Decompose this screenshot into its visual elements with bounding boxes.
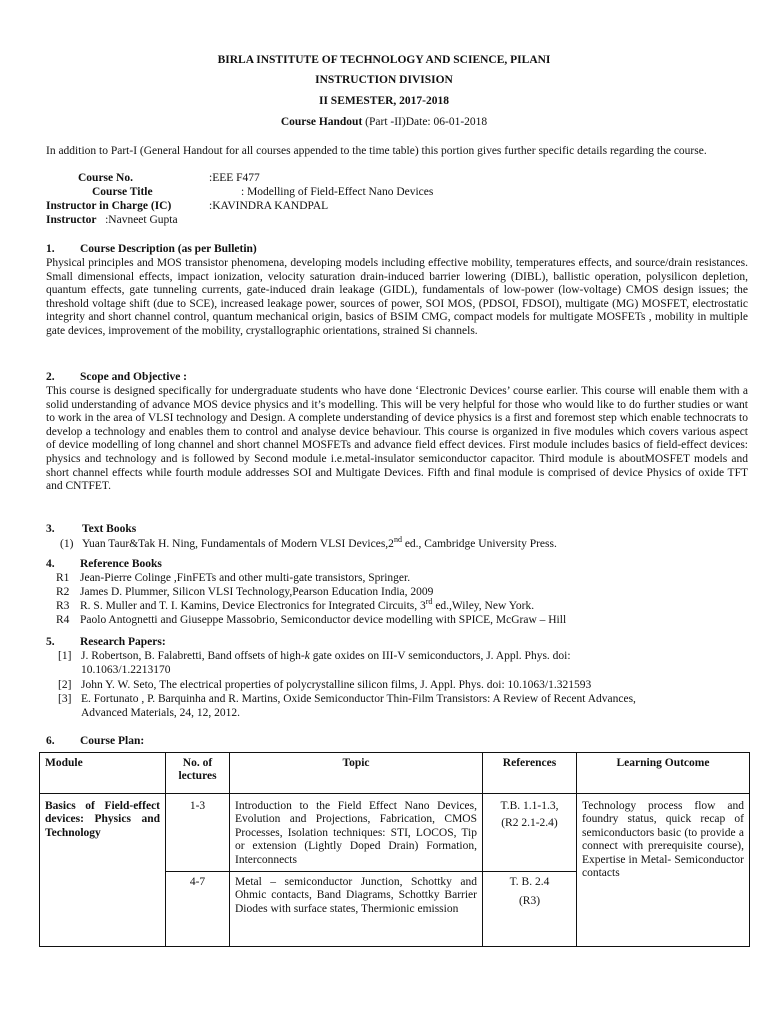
lectures-cell: 1-3 [166,794,230,872]
text-book-item [60,535,557,552]
instructor-row [46,214,178,228]
section-5-heading [46,636,166,650]
reference-book-item [56,614,566,628]
research-paper-tag: [1] [58,650,72,662]
reference-book-item [56,572,410,586]
division-title: INSTRUCTION DIVISION [315,74,453,86]
course-plan-table [39,752,750,947]
lectures-cell: 4-7 [166,872,230,947]
section-1-heading [46,243,257,257]
section-5-title: Research Papers: [80,636,166,648]
handout-part-date: (Part -II)Date: 06-01-2018 [362,116,488,128]
ic-row [46,200,171,214]
research-paper-doi: 10.1063/1.2213170 [81,664,171,676]
reference-line: T. B. 2.4 [509,876,550,889]
text-book-text-end: ed., Cambridge University Press. [401,538,557,550]
section-1-number: 1. [46,243,55,255]
reference-book-text: Paolo Antognetti and Giuseppe Massobrio, Semiconductor device modelling with SPICE, McGraw – Hill [80,614,567,626]
reference-line: (R3) [518,895,541,908]
reference-book-tag: R3 [56,600,70,612]
section-6-heading [46,735,144,749]
section-6-number: 6. [46,735,55,747]
section-1-title: Course Description (as per Bulletin) [80,243,257,255]
reference-book-item [56,597,535,614]
section-4-title: Reference Books [80,558,162,570]
course-no-label: Course No. [78,172,133,184]
text-book-text: Yuan Taur&Tak H. Ning, Fundamentals of Modern VLSI Devices,2 [82,538,394,550]
semester-title: II SEMESTER, 2017-2018 [318,95,450,107]
topic-cell: Metal – semiconductor Junction, Schottky and Ohmic contacts, Band Diagrams, Schottky Barrier Diodes with surface states, Thermionic emission [230,872,483,947]
ic-label: Instructor in Charge (IC) [46,200,172,212]
reference-line: T.B. 1.1-1.3, [500,800,559,812]
course-no-row [78,172,133,186]
section-3-number: 3. [46,523,55,535]
header-lectures: No. of lectures [166,753,230,794]
reference-line: (R2 2.1-2.4) [501,817,558,830]
reference-book-text: Jean-Pierre Colinge ,FinFETs and other multi-gate transistors, Springer. [80,572,411,584]
scope-objective-text: This course is designed specifically for undergraduate students who have done ‘Electronic Devices’ course earlier. This course will enable them with a solid understanding of advance MOS device physics and it’s modelling. This will be very helpful for those who would like to do further studies or want to work in the area of VLSI technology and Design. A complete understanding of device physics is a first and foremost step which enable technocrats to develop a technology and enables them to control and analyse device behaviour. This course is organized in five modules which covers various aspect of device modelling of long channel and short channel MOSFETs and advance field effect devices. First module includes basics of field-effect devices: physics and technology and is followed by Second module i.e.metal-insulator semiconductor capacitor. Third module is aboutMOSFET models and short channel effects while fourth module addresses SOI and Multigate Devices. Fifth and final module is comprised of device Physics of oxide TFT and CNTFET. [46,385,748,493]
intro-paragraph: In addition to Part-I (General Handout for all courses appended to the time table) this portion gives further specific details regarding the course. [46,145,707,157]
instructor-label: Instructor [46,214,97,226]
course-title-row [92,186,153,200]
reference-book-tag: R4 [56,614,70,626]
research-paper-tag: [2] [58,679,72,691]
ic-value: :KAVINDRA KANDPAL [209,200,329,212]
header-outcome: Learning Outcome [577,753,750,794]
section-4-heading [46,558,162,572]
reference-book-item [56,586,433,600]
references-cell [483,794,577,872]
table-row [40,794,750,872]
reference-book-sup: rd [425,597,433,607]
research-paper-tag: [3] [58,693,72,705]
course-description-text: Physical principles and MOS transistor phenomena, developing models including effective mobility, temperatures effects, and source/drain resistances. Small dimensional effects, impact ionization, velocity saturation drain-induced barrier lowering (DIBL), ballistic operation, polysilicon depletion, quantum effects, gate tunneling currents, gate-induced drain leakage (GIDL), fundamentals of low-power (low-voltage) CMOS design issues; the threshold voltage shift (due to SCE), increased leakage power, sources of power, SOI MOS, (PDSOI, FDSOI), multigate (MG) MOSFET, electrostatic integrity and short channel control, quantum mechanical origin, basics of BSIM CMG, compact models for multigate MOSFETs , mobility in multiple gate devices, improvement of the mobility, crystallographic orientations, strained Si channels. [46,257,748,337]
header-references: References [483,753,577,794]
reference-book-tag: R2 [56,586,70,598]
research-paper-item [58,693,636,707]
research-paper-text: J. Robertson, B. Falabretti, Band offsets of high- [81,650,305,662]
handout-line [0,116,768,130]
section-4-number: 4. [46,558,55,570]
references-cell [483,872,577,947]
topic-cell: Introduction to the Field Effect Nano Devices, Evolution and Projections, Fabrication, CMOS Processes, Isolation techniques: STI, LOCOS, Tip or extension (Lightly Doped Drain) Formation, Interconnects [230,794,483,872]
header-module: Module [40,753,166,794]
research-paper-text: E. Fortunato , P. Barquinha and R. Martins, Oxide Semiconductor Thin-Film Transistors: A Review of Recent Advances, [81,693,636,705]
text-book-tag: (1) [60,538,74,550]
module-cell: Basics of Field-effect devices: Physics and Technology [40,794,166,947]
section-2-number: 2. [46,371,55,383]
reference-book-text: R. S. Muller and T. I. Kamins, Device Electronics for Integrated Circuits, 3 [80,600,426,612]
research-paper-journal: Advanced Materials, 24, 12, 2012. [81,707,241,719]
reference-book-text-end: ed.,Wiley, New York. [432,600,535,612]
course-title-label: Course Title [92,186,153,198]
text-book-sup: nd [393,535,402,545]
reference-book-tag: R1 [56,572,70,584]
section-3-title: Text Books [82,523,137,535]
research-paper-item [58,650,571,664]
course-no-value: :EEE F477 [209,172,260,184]
section-2-title: Scope and Objective : [80,371,188,383]
institute-title: BIRLA INSTITUTE OF TECHNOLOGY AND SCIENCE, PILANI [217,54,551,66]
header-topic: Topic [230,753,483,794]
research-paper-item [58,679,591,693]
research-paper-text-cont: gate oxides on III-V semiconductors, J. Appl. Phys. doi: [309,650,571,662]
section-5-number: 5. [46,636,55,648]
research-paper-text: John Y. W. Seto, The electrical properties of polycrystalline silicon films, J. Appl. Phys. doi: 10.1063/1.321593 [81,679,592,691]
table-header-row [40,753,750,794]
section-3-heading [46,523,136,537]
instructor-value: :Navneet Gupta [105,214,178,226]
reference-book-text: James D. Plummer, Silicon VLSI Technology,Pearson Education India, 2009 [80,586,434,598]
handout-label: Course Handout [280,116,363,128]
section-2-heading [46,371,187,385]
course-title-value: : Modelling of Field-Effect Nano Devices [241,186,434,198]
outcome-cell: Technology process flow and foundry status, quick recap of semiconductors basic (to provide a connect with prerequisite course), Expertise in Metal- Semiconductor contacts [577,794,750,947]
section-6-title: Course Plan: [80,735,145,747]
research-paper-italic: k [304,650,310,662]
